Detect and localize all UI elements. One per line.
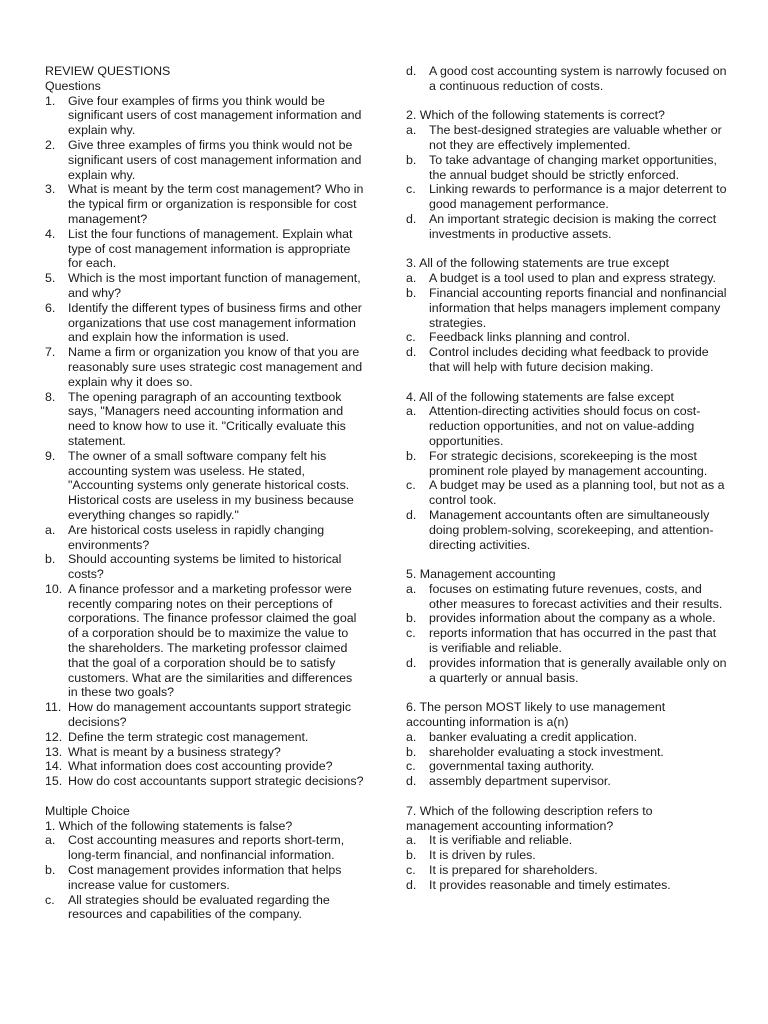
- item-text: The opening paragraph of an accounting textbook says, "Managers need accounting information and need to know how to use it. "Critically evaluate this statement.: [68, 389, 346, 448]
- mc-option: [406, 271, 728, 286]
- right-column: [406, 64, 728, 893]
- list-item: [45, 700, 365, 730]
- item-text: What is meant by the term cost management? Who in the typical firm or organization is responsible for cost management?: [68, 182, 364, 226]
- option-letter: b.: [406, 152, 417, 167]
- option-text: provides information about the company as a whole.: [429, 611, 716, 626]
- item-text: Identify the different types of business firms and other organizations that use cost management information and explain how the information is used.: [68, 300, 362, 345]
- mc-option: [406, 123, 728, 153]
- list-item: [45, 227, 365, 271]
- left-column: [45, 64, 365, 922]
- option-letter: b.: [406, 744, 417, 759]
- item-number: 9.: [45, 448, 56, 463]
- option-text: focuses on estimating future revenues, costs, and other measures to forecast activities and their results.: [429, 581, 723, 611]
- mc-question-block: [406, 700, 728, 789]
- mc-option: [406, 656, 728, 686]
- option-text: It is prepared for shareholders.: [429, 863, 598, 878]
- mc-option: [45, 863, 365, 893]
- list-item: [45, 552, 365, 582]
- option-text: Attention-directing activities should focus on cost-reduction opportunities, and not on value-adding opportunities.: [429, 404, 701, 448]
- item-number: 10.: [45, 581, 63, 596]
- item-number: 1.: [45, 93, 56, 108]
- option-text: A budget is a tool used to plan and express strategy.: [429, 271, 717, 286]
- option-letter: b.: [406, 611, 417, 626]
- item-number: 7.: [45, 345, 56, 360]
- option-text: reports information that has occurred in the past that is verifiable and reliable.: [429, 626, 717, 656]
- option-letter: c.: [406, 626, 416, 641]
- option-letter: d.: [406, 211, 417, 226]
- mc-option: [406, 774, 728, 789]
- item-number: 5.: [45, 271, 56, 286]
- option-text: Financial accounting reports financial and nonfinancial information that helps managers implement company strategies.: [429, 285, 727, 330]
- item-text: What is meant by a business strategy?: [68, 744, 281, 759]
- item-text: Are historical costs useless in rapidly changing environments?: [68, 522, 325, 552]
- option-letter: b.: [45, 863, 56, 878]
- option-text: Cost management provides information that helps increase value for customers.: [68, 863, 342, 892]
- option-letter: b.: [406, 285, 417, 300]
- list-item: [45, 582, 365, 700]
- mc-option: [406, 404, 728, 448]
- section-heading-multiple-choice: Multiple Choice: [45, 803, 130, 818]
- item-text: Which is the most important function of management, and why?: [68, 271, 361, 300]
- item-text: How do cost accountants support strategic decisions?: [68, 774, 364, 789]
- option-letter: c.: [406, 478, 416, 493]
- option-text: provides information that is generally available only on a quarterly or annual basis.: [429, 655, 727, 685]
- option-text: The best-designed strategies are valuable whether or not they are effectively implemented.: [429, 123, 722, 152]
- option-letter: a.: [406, 581, 417, 596]
- mc-option: [406, 153, 728, 183]
- item-number: 12.: [45, 729, 63, 744]
- mc-question-2: 2. Which of the following statements is correct?: [406, 108, 665, 123]
- list-item: [45, 523, 365, 553]
- option-letter: b.: [406, 848, 417, 863]
- option-text: All strategies should be evaluated regarding the resources and capabilities of the company.: [68, 892, 330, 922]
- option-text: It is verifiable and reliable.: [429, 833, 573, 848]
- mc-option: [406, 449, 728, 479]
- item-number: b.: [45, 552, 56, 567]
- list-item: [45, 390, 365, 449]
- option-text: Control includes deciding what feedback to provide that will help with future decision making.: [429, 345, 709, 374]
- mc-option: [406, 611, 728, 626]
- review-questions-list: [45, 94, 365, 789]
- list-item: [45, 774, 365, 789]
- mc-option: [406, 345, 728, 375]
- mc-option: [45, 893, 365, 923]
- mc-question-block: [406, 108, 728, 241]
- item-number: a.: [45, 522, 56, 537]
- item-number: 15.: [45, 774, 63, 789]
- mc-question-7: 7. Which of the following description refers to management accounting information?: [406, 803, 653, 833]
- option-text: It is driven by rules.: [429, 848, 536, 863]
- option-text: Cost accounting measures and reports short-term, long-term financial, and nonfinancial information.: [68, 833, 345, 863]
- option-letter: a.: [406, 833, 417, 848]
- mc-question-block: [406, 567, 728, 685]
- list-item: [45, 345, 365, 389]
- option-letter: d.: [406, 655, 417, 670]
- mc-question-block: [406, 256, 728, 374]
- item-text: Should accounting systems be limited to historical costs?: [68, 552, 342, 582]
- option-text: A budget may be used as a planning tool, but not as a control took.: [429, 478, 725, 508]
- list-item: [45, 94, 365, 138]
- item-text: Define the term strategic cost management.: [68, 729, 309, 744]
- mc-option: [406, 878, 728, 893]
- mc-option: [406, 182, 728, 212]
- option-text: An important strategic decision is making the correct investments in productive assets.: [429, 211, 717, 241]
- item-text: What information does cost accounting provide?: [68, 759, 333, 774]
- option-letter: d.: [406, 774, 417, 789]
- option-text: Linking rewards to performance is a major deterrent to good management performance.: [429, 182, 727, 212]
- option-letter: a.: [406, 404, 417, 419]
- item-text: List the four functions of management. Explain what type of cost management information is appropriate for each.: [68, 226, 353, 271]
- item-number: 13.: [45, 744, 63, 759]
- mc-option: [406, 730, 728, 745]
- list-item: [45, 449, 365, 523]
- list-item: [45, 759, 365, 774]
- item-number: 3.: [45, 182, 56, 197]
- mc-option: [406, 478, 728, 508]
- mc-question-block: [406, 804, 728, 893]
- mc-option: [45, 833, 365, 863]
- list-item: [45, 745, 365, 760]
- mc-option: [406, 833, 728, 848]
- item-text: Name a firm or organization you know of that you are reasonably sure uses strategic cost management and explain why it does so.: [68, 345, 363, 389]
- mc-question-3: 3. All of the following statements are true except: [406, 256, 670, 271]
- option-text: It provides reasonable and timely estimates.: [429, 877, 671, 892]
- mc-option: [406, 212, 728, 242]
- option-letter: a.: [406, 271, 417, 286]
- mc-option: [406, 759, 728, 774]
- item-number: 11.: [45, 700, 62, 715]
- mc-question-block: [406, 390, 728, 553]
- page-title: REVIEW QUESTIONS: [45, 64, 171, 78]
- item-number: 4.: [45, 226, 56, 241]
- option-text: assembly department supervisor.: [429, 774, 611, 789]
- item-number: 14.: [45, 759, 63, 774]
- option-letter: c.: [406, 863, 416, 878]
- option-letter: a.: [45, 833, 56, 848]
- option-text: To take advantage of changing market opportunities, the annual budget should be strictly enforced.: [429, 152, 717, 182]
- option-letter: c.: [406, 330, 416, 345]
- option-text: A good cost accounting system is narrowly focused on a continuous reduction of costs.: [429, 64, 727, 93]
- item-number: 2.: [45, 137, 56, 152]
- option-text: For strategic decisions, scorekeeping is the most prominent role played by management accounting.: [429, 448, 708, 478]
- list-item: [45, 138, 365, 182]
- mc-question-6: 6. The person MOST likely to use management accounting information is a(n): [406, 700, 666, 730]
- mc-question-1: 1. Which of the following statements is false?: [45, 818, 293, 833]
- item-text: The owner of a small software company felt his accounting system was useless. He stated, "Accounting systems only generate historical costs. Historical costs are useless in my business because everything changes so rapidly.": [68, 448, 354, 522]
- option-text: governmental taxing authority.: [429, 759, 595, 774]
- list-item: [45, 271, 365, 301]
- option-letter: b.: [406, 448, 417, 463]
- mc-option: [406, 64, 728, 94]
- item-text: How do management accountants support strategic decisions?: [68, 700, 352, 730]
- option-letter: d.: [406, 345, 417, 360]
- option-text: Feedback links planning and control.: [429, 330, 631, 345]
- option-letter: d.: [406, 877, 417, 892]
- multiple-choice-section: [45, 804, 365, 922]
- option-letter: c.: [45, 892, 55, 907]
- mc-question-4: 4. All of the following statements are false except: [406, 389, 674, 404]
- mc-option: [406, 582, 728, 612]
- item-text: Give three examples of firms you think would not be significant users of cost management information and explain why.: [68, 137, 362, 182]
- option-letter: d.: [406, 507, 417, 522]
- list-item: [45, 730, 365, 745]
- mc-option: [406, 286, 728, 330]
- option-letter: c.: [406, 759, 416, 774]
- option-text: Management accountants often are simultaneously doing problem-solving, scorekeeping, and attention-directing activities.: [429, 507, 714, 552]
- item-text: A finance professor and a marketing professor were recently comparing notes on their perceptions of corporations. The finance professor claimed the goal of a corporation should be to maximize the value to the shareholders. The marketing professor claimed that the goal of a corporation should be to satisfy customers. What are the similarities and differences in these two goals?: [68, 581, 357, 700]
- mc-option: [406, 863, 728, 878]
- mc-option: [406, 330, 728, 345]
- mc-option: [406, 848, 728, 863]
- option-text: shareholder evaluating a stock investment.: [429, 744, 664, 759]
- mc-option: [406, 745, 728, 760]
- option-letter: a.: [406, 123, 417, 138]
- option-letter: a.: [406, 729, 417, 744]
- mc-option: [406, 508, 728, 552]
- option-text: banker evaluating a credit application.: [429, 729, 638, 744]
- option-letter: c.: [406, 182, 416, 197]
- option-letter: d.: [406, 64, 417, 78]
- section-heading-questions: Questions: [45, 78, 101, 93]
- item-text: Give four examples of firms you think would be significant users of cost management information and explain why.: [68, 93, 362, 138]
- mc-option: [406, 626, 728, 656]
- list-item: [45, 301, 365, 345]
- list-item: [45, 182, 365, 226]
- mc-question-5: 5. Management accounting: [406, 567, 556, 582]
- item-number: 6.: [45, 300, 56, 315]
- item-number: 8.: [45, 389, 56, 404]
